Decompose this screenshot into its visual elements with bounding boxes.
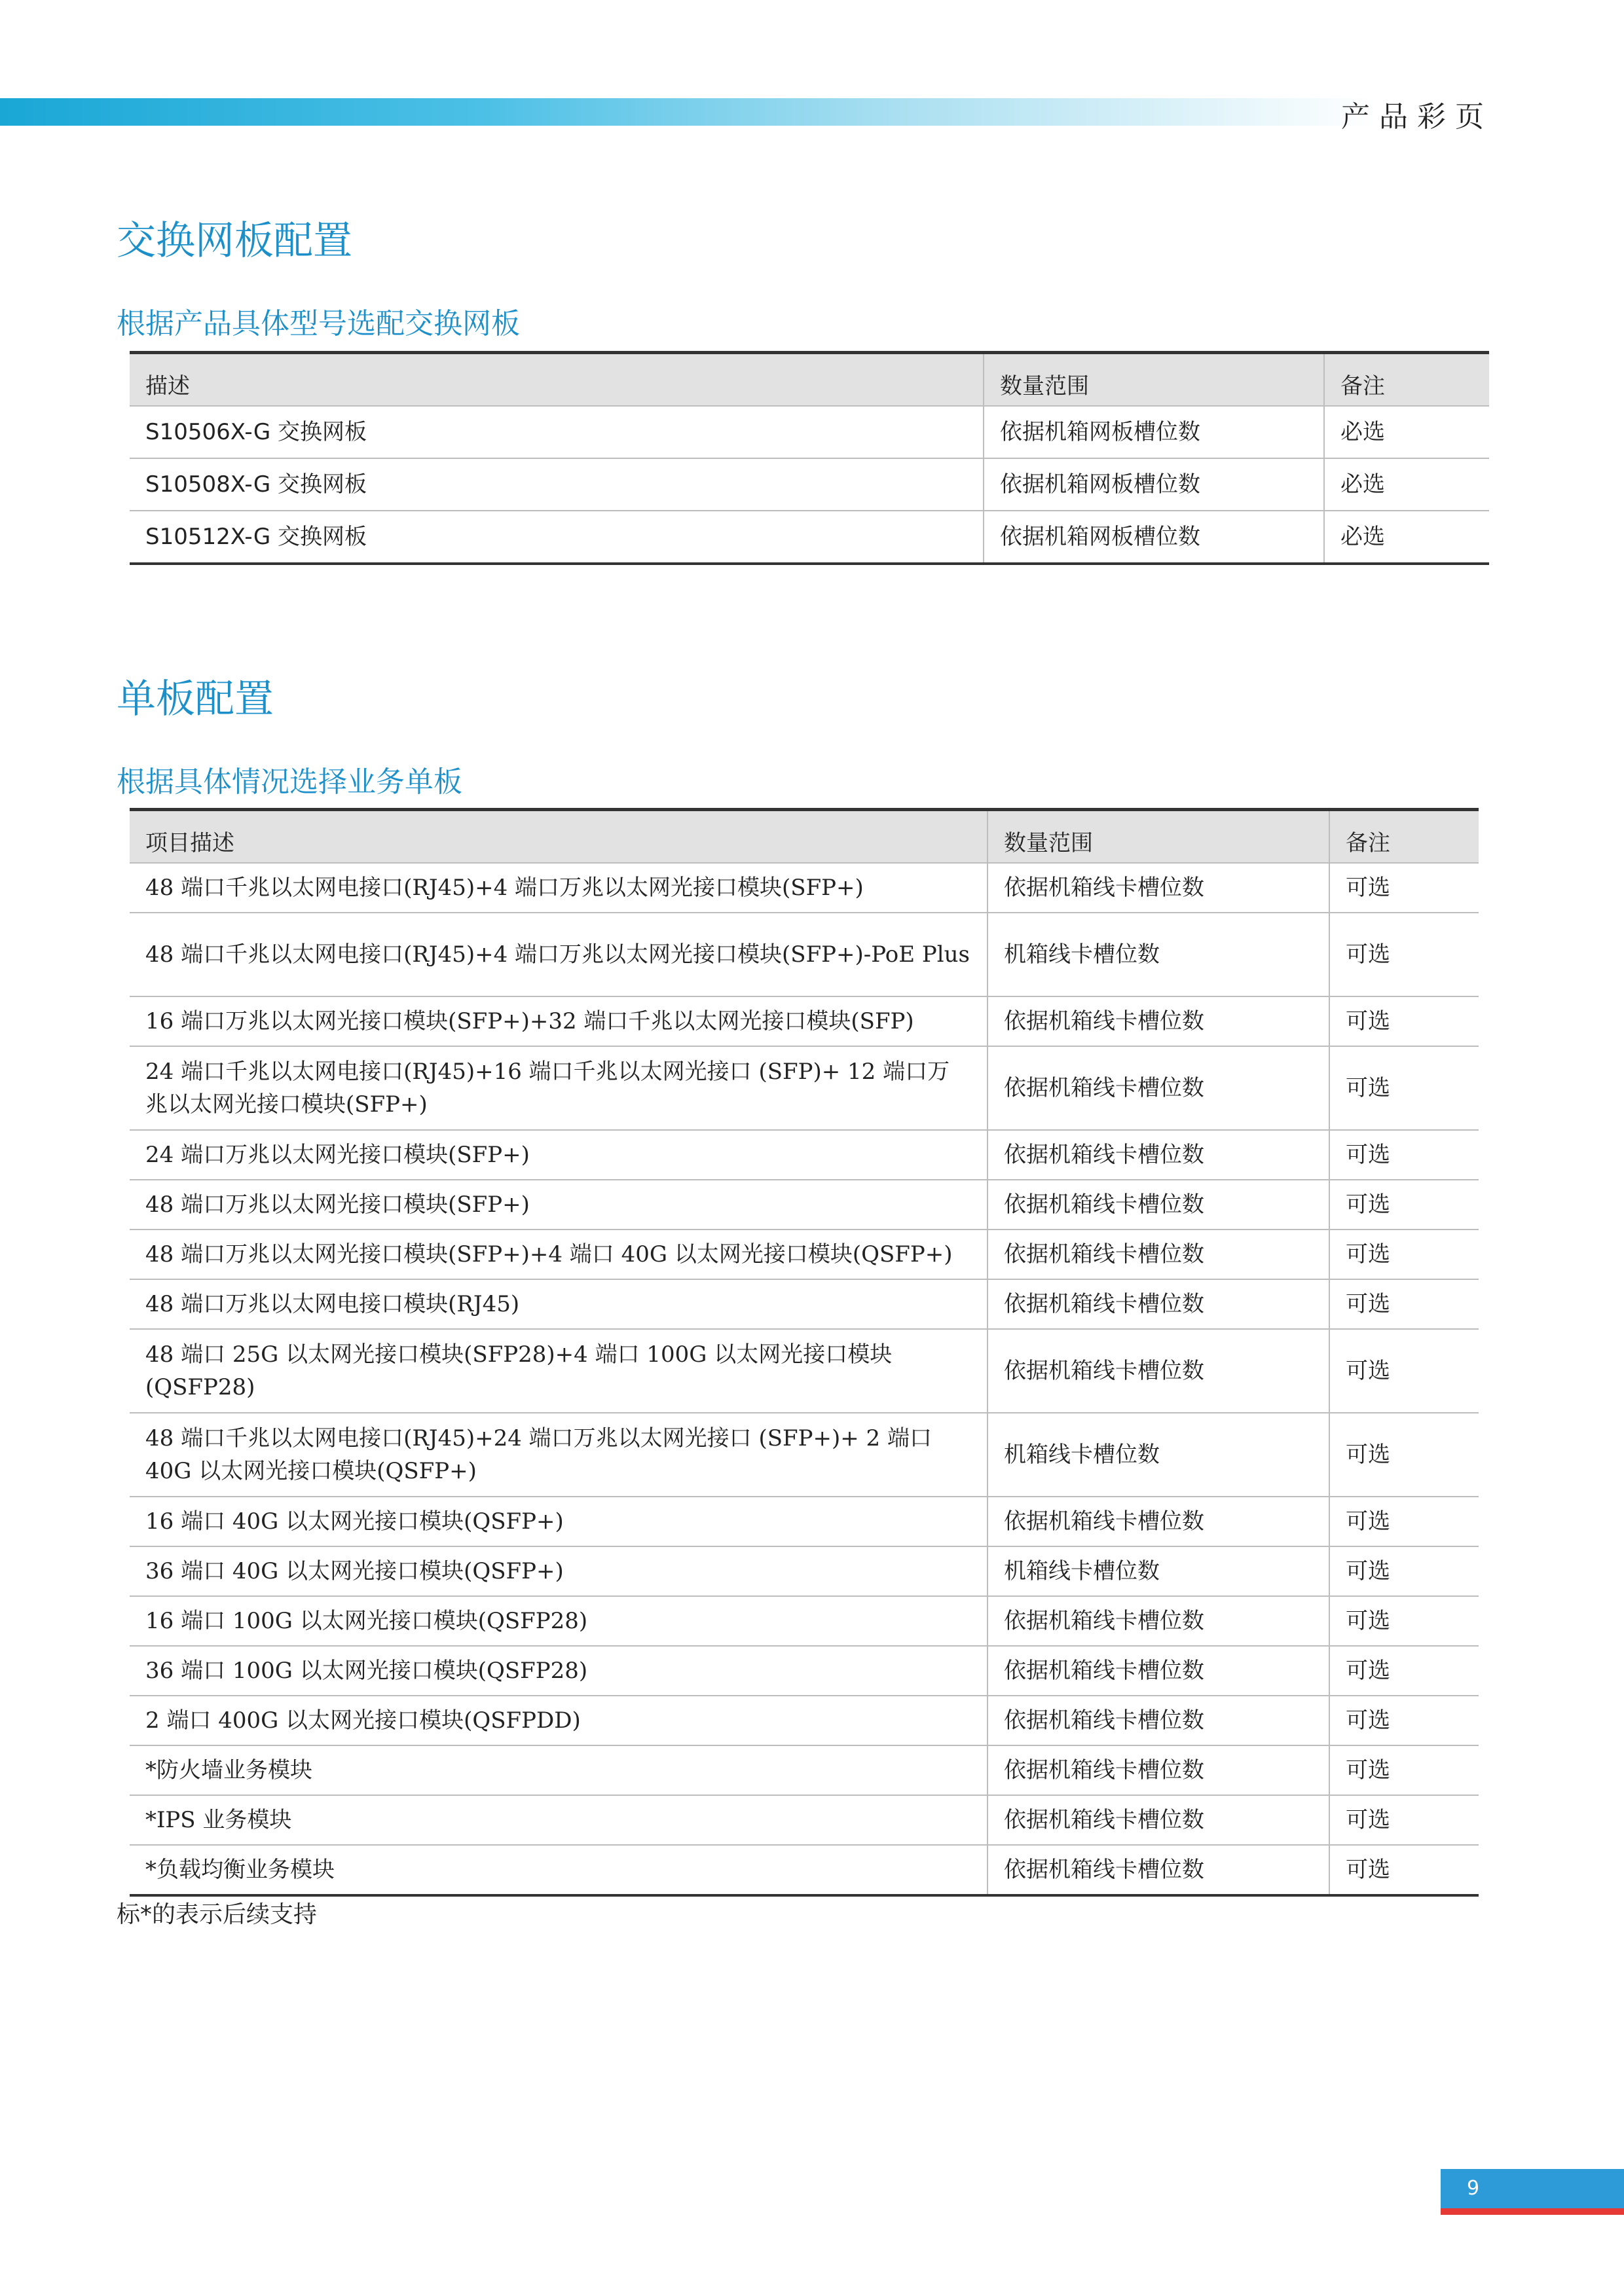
cell-quantity: 依据机箱线卡槽位数 [987, 1845, 1329, 1895]
table-row [130, 913, 1479, 996]
table-row [130, 406, 1489, 458]
cell-quantity: 机箱线卡槽位数 [987, 1413, 1329, 1497]
line-card-table [130, 808, 1479, 1897]
cell-description: 48 端口万兆以太网光接口模块(SFP+) [130, 1180, 987, 1230]
table-row [130, 863, 1479, 913]
cell-description: S10508X-G 交换网板 [130, 458, 984, 511]
cell-description: 16 端口 40G 以太网光接口模块(QSFP+) [130, 1497, 987, 1546]
table-row [130, 1230, 1479, 1279]
cell-quantity: 依据机箱线卡槽位数 [987, 1230, 1329, 1279]
cell-quantity: 依据机箱线卡槽位数 [987, 1046, 1329, 1130]
cell-remark: 可选 [1329, 1596, 1479, 1646]
cell-quantity: 机箱线卡槽位数 [987, 1546, 1329, 1596]
cell-description: *IPS 业务模块 [130, 1795, 987, 1845]
cell-description: *防火墙业务模块 [130, 1745, 987, 1795]
table-row [130, 996, 1479, 1046]
header-label: 产品彩页 [1341, 100, 1493, 134]
table-row [130, 1497, 1479, 1546]
cell-description: S10506X-G 交换网板 [130, 406, 984, 458]
page-number: 9 [1467, 2177, 1480, 2200]
cell-quantity: 依据机箱线卡槽位数 [987, 1696, 1329, 1745]
cell-quantity: 依据机箱线卡槽位数 [987, 1646, 1329, 1696]
section-subtitle-switch-fabric: 根据产品具体型号选配交换网板 [117, 307, 520, 340]
cell-quantity: 依据机箱网板槽位数 [984, 511, 1324, 564]
table-row [130, 1845, 1479, 1895]
cell-remark: 可选 [1329, 996, 1479, 1046]
cell-remark: 必选 [1324, 511, 1489, 564]
cell-remark: 可选 [1329, 1745, 1479, 1795]
table-row [130, 511, 1489, 564]
table-header-row [130, 353, 1489, 407]
cell-quantity: 依据机箱线卡槽位数 [987, 1130, 1329, 1180]
header-gradient-bar [0, 98, 1375, 126]
cell-remark: 可选 [1329, 1413, 1479, 1497]
cell-quantity: 依据机箱线卡槽位数 [987, 1329, 1329, 1413]
page-number-badge [1441, 2169, 1624, 2215]
cell-remark: 可选 [1329, 1696, 1479, 1745]
cell-quantity: 机箱线卡槽位数 [987, 913, 1329, 996]
cell-remark: 可选 [1329, 1497, 1479, 1546]
cell-remark: 可选 [1329, 913, 1479, 996]
cell-description: 2 端口 400G 以太网光接口模块(QSFPDD) [130, 1696, 987, 1745]
cell-quantity: 依据机箱线卡槽位数 [987, 1745, 1329, 1795]
column-header: 项目描述 [130, 810, 987, 864]
cell-description: *负载均衡业务模块 [130, 1845, 987, 1895]
cell-quantity: 依据机箱线卡槽位数 [987, 1180, 1329, 1230]
cell-description: 36 端口 100G 以太网光接口模块(QSFP28) [130, 1646, 987, 1696]
cell-description: 48 端口千兆以太网电接口(RJ45)+24 端口万兆以太网光接口 (SFP+)+ 2 端口 40G 以太网光接口模块(QSFP+) [130, 1413, 987, 1497]
cell-remark: 可选 [1329, 1646, 1479, 1696]
table-row [130, 1046, 1479, 1130]
cell-quantity: 依据机箱线卡槽位数 [987, 996, 1329, 1046]
table-row [130, 1745, 1479, 1795]
cell-quantity: 依据机箱线卡槽位数 [987, 1497, 1329, 1546]
section-title-line-cards: 单板配置 [117, 676, 274, 722]
cell-remark: 必选 [1324, 458, 1489, 511]
cell-remark: 可选 [1329, 1329, 1479, 1413]
table-row [130, 1795, 1479, 1845]
cell-remark: 可选 [1329, 863, 1479, 913]
section-title-switch-fabric: 交换网板配置 [117, 218, 352, 264]
cell-remark: 可选 [1329, 1845, 1479, 1895]
table-row [130, 1596, 1479, 1646]
column-header: 备注 [1329, 810, 1479, 864]
cell-remark: 可选 [1329, 1279, 1479, 1329]
table-row [130, 1696, 1479, 1745]
table-row [130, 1329, 1479, 1413]
cell-description: 24 端口万兆以太网光接口模块(SFP+) [130, 1130, 987, 1180]
table-row [130, 1130, 1479, 1180]
cell-remark: 可选 [1329, 1180, 1479, 1230]
column-header: 备注 [1324, 353, 1489, 407]
section-subtitle-line-cards: 根据具体情况选择业务单板 [117, 765, 462, 799]
table-row [130, 1646, 1479, 1696]
cell-quantity: 依据机箱线卡槽位数 [987, 1279, 1329, 1329]
cell-quantity: 依据机箱网板槽位数 [984, 458, 1324, 511]
cell-remark: 必选 [1324, 406, 1489, 458]
cell-description: 16 端口 100G 以太网光接口模块(QSFP28) [130, 1596, 987, 1646]
cell-remark: 可选 [1329, 1130, 1479, 1180]
cell-description: 48 端口千兆以太网电接口(RJ45)+4 端口万兆以太网光接口模块(SFP+) [130, 863, 987, 913]
cell-quantity: 依据机箱线卡槽位数 [987, 1596, 1329, 1646]
cell-description: 48 端口千兆以太网电接口(RJ45)+4 端口万兆以太网光接口模块(SFP+)-PoE Plus [130, 913, 987, 996]
cell-remark: 可选 [1329, 1046, 1479, 1130]
table-row [130, 1546, 1479, 1596]
footnote: 标*的表示后续支持 [117, 1901, 318, 1928]
column-header: 数量范围 [984, 353, 1324, 407]
cell-remark: 可选 [1329, 1795, 1479, 1845]
cell-description: 16 端口万兆以太网光接口模块(SFP+)+32 端口千兆以太网光接口模块(SFP) [130, 996, 987, 1046]
column-header: 数量范围 [987, 810, 1329, 864]
column-header: 描述 [130, 353, 984, 407]
table-row [130, 458, 1489, 511]
table-row [130, 1413, 1479, 1497]
switch-fabric-table [130, 351, 1489, 565]
table-row [130, 1180, 1479, 1230]
cell-remark: 可选 [1329, 1546, 1479, 1596]
cell-description: 48 端口万兆以太网电接口模块(RJ45) [130, 1279, 987, 1329]
table-header-row [130, 810, 1479, 864]
cell-quantity: 依据机箱网板槽位数 [984, 406, 1324, 458]
cell-quantity: 依据机箱线卡槽位数 [987, 863, 1329, 913]
cell-quantity: 依据机箱线卡槽位数 [987, 1795, 1329, 1845]
table-row [130, 1279, 1479, 1329]
cell-remark: 可选 [1329, 1230, 1479, 1279]
cell-description: 48 端口万兆以太网光接口模块(SFP+)+4 端口 40G 以太网光接口模块(QSFP+) [130, 1230, 987, 1279]
cell-description: S10512X-G 交换网板 [130, 511, 984, 564]
cell-description: 36 端口 40G 以太网光接口模块(QSFP+) [130, 1546, 987, 1596]
cell-description: 24 端口千兆以太网电接口(RJ45)+16 端口千兆以太网光接口 (SFP)+ 12 端口万兆以太网光接口模块(SFP+) [130, 1046, 987, 1130]
cell-description: 48 端口 25G 以太网光接口模块(SFP28)+4 端口 100G 以太网光接口模块(QSFP28) [130, 1329, 987, 1413]
